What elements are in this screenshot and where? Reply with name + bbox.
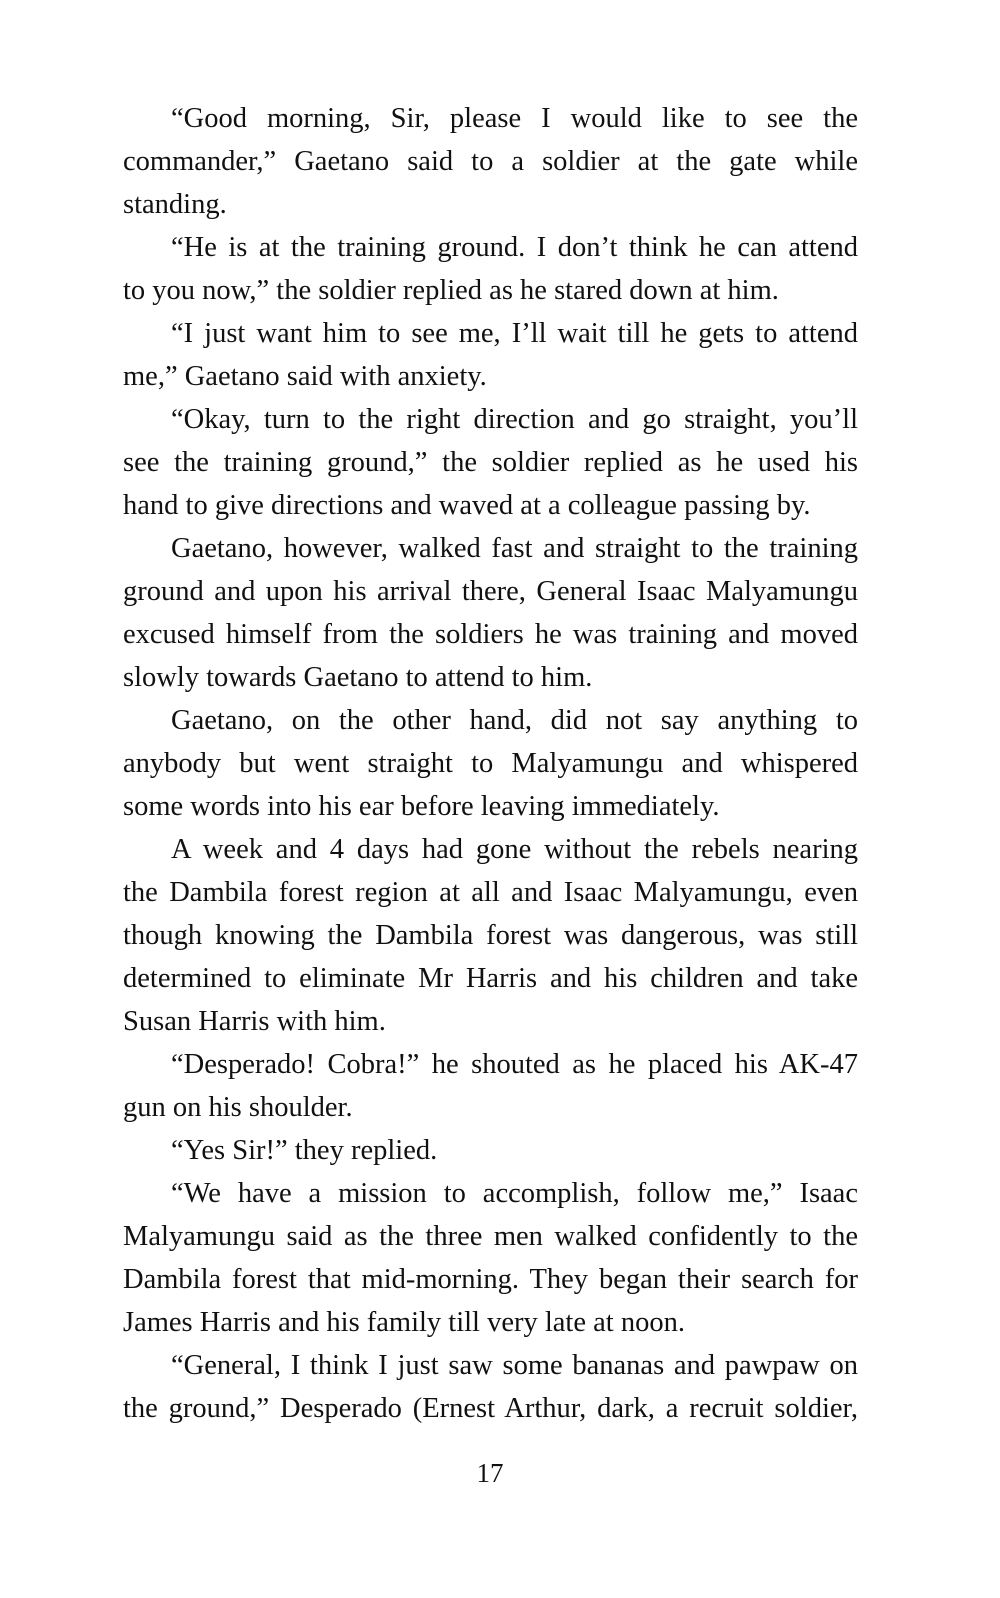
text-line: me,” Gaetano said with anxiety. bbox=[123, 361, 487, 392]
paragraph-4 bbox=[123, 398, 858, 527]
text-line: anybody but went straight to Malyamungu and whispered bbox=[123, 748, 858, 779]
paragraph-10 bbox=[123, 1172, 858, 1344]
text-line: “General, I think I just saw some bananas and pawpaw on bbox=[171, 1350, 858, 1381]
text-line: excused himself from the soldiers he was training and moved bbox=[123, 619, 858, 650]
text-line: gun on his shoulder. bbox=[123, 1092, 353, 1123]
paragraph-9 bbox=[123, 1129, 858, 1172]
paragraph-1 bbox=[123, 97, 858, 226]
paragraph-5 bbox=[123, 527, 858, 699]
text-line: slowly towards Gaetano to attend to him. bbox=[123, 662, 593, 693]
text-line: James Harris and his family till very late at noon. bbox=[123, 1307, 685, 1338]
page-body bbox=[123, 97, 858, 1430]
paragraph-8 bbox=[123, 1043, 858, 1129]
text-line: hand to give directions and waved at a colleague passing by. bbox=[123, 490, 811, 521]
text-line: Dambila forest that mid-morning. They began their search for bbox=[123, 1264, 858, 1295]
text-line: A week and 4 days had gone without the rebels nearing bbox=[171, 834, 858, 865]
text-line: though knowing the Dambila forest was dangerous, was still bbox=[123, 920, 858, 951]
text-line: “Good morning, Sir, please I would like to see the bbox=[171, 103, 858, 134]
text-line: Malyamungu said as the three men walked confidently to the bbox=[123, 1221, 858, 1252]
text-line: ground and upon his arrival there, General Isaac Malyamungu bbox=[123, 576, 858, 607]
paragraph-2 bbox=[123, 226, 858, 312]
text-line: see the training ground,” the soldier replied as he used his bbox=[123, 447, 858, 478]
text-line: the Dambila forest region at all and Isaac Malyamungu, even bbox=[123, 877, 858, 908]
text-line: some words into his ear before leaving immediately. bbox=[123, 791, 720, 822]
page-number: 17 bbox=[476, 1458, 504, 1488]
paragraph-7 bbox=[123, 828, 858, 1043]
text-line: commander,” Gaetano said to a soldier at the gate while bbox=[123, 146, 858, 177]
paragraph-6 bbox=[123, 699, 858, 828]
paragraph-11 bbox=[123, 1344, 858, 1430]
text-line: Gaetano, on the other hand, did not say anything to bbox=[171, 705, 858, 736]
text-line: the ground,” Desperado (Ernest Arthur, dark, a recruit soldier, bbox=[123, 1393, 858, 1424]
text-line: “Okay, turn to the right direction and go straight, you’ll bbox=[171, 404, 858, 435]
paragraph-3 bbox=[123, 312, 858, 398]
text-line: determined to eliminate Mr Harris and his children and take bbox=[123, 963, 858, 994]
text-line: to you now,” the soldier replied as he stared down at him. bbox=[123, 275, 779, 306]
text-line: Gaetano, however, walked fast and straight to the training bbox=[171, 533, 858, 564]
text-line: “Desperado! Cobra!” he shouted as he placed his AK-47 bbox=[171, 1049, 858, 1080]
text-line: “He is at the training ground. I don’t think he can attend bbox=[171, 232, 858, 263]
text-line: standing. bbox=[123, 189, 227, 220]
text-line: Susan Harris with him. bbox=[123, 1006, 386, 1037]
text-line: “I just want him to see me, I’ll wait till he gets to attend bbox=[171, 318, 858, 349]
text-line: “We have a mission to accomplish, follow me,” Isaac bbox=[171, 1178, 858, 1209]
text-line: “Yes Sir!” they replied. bbox=[171, 1135, 438, 1166]
